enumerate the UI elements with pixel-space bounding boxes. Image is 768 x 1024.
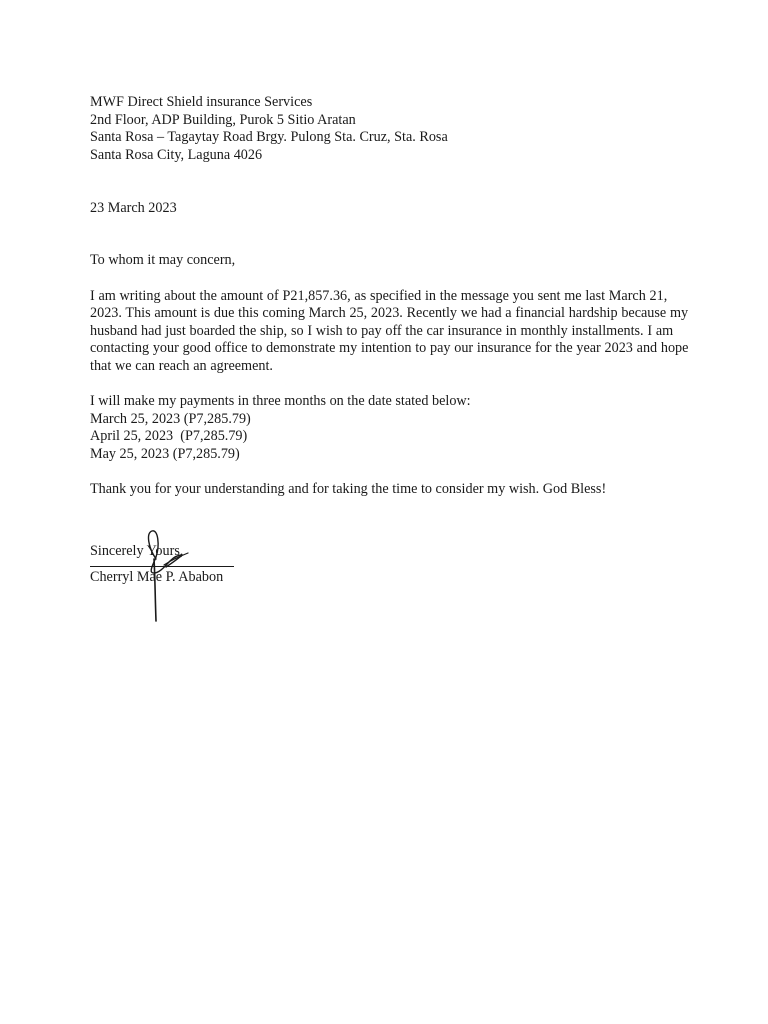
spacer xyxy=(90,376,690,394)
recipient-address xyxy=(90,94,690,164)
signature-block xyxy=(90,543,690,587)
payment-item: March 25, 2023 (P7,285.79) xyxy=(90,410,251,427)
signature-line xyxy=(90,566,234,567)
spacer xyxy=(90,463,690,481)
payment-item: April 25, 2023 (P7,285.79) xyxy=(90,428,248,445)
spacer xyxy=(90,499,690,543)
recipient-line-company: MWF Direct Shield insurance Services xyxy=(90,94,313,110)
signer-name: Cherryl Mae P. Ababon xyxy=(90,569,224,586)
recipient-line-city: Santa Rosa City, Laguna 4026 xyxy=(90,146,263,163)
spacer xyxy=(90,217,690,252)
spacer xyxy=(90,164,690,199)
recipient-line-building: 2nd Floor, ADP Building, Purok 5 Sitio Aratan xyxy=(90,111,356,128)
letter-date: 23 March 2023 xyxy=(90,199,177,216)
recipient-line-road: Santa Rosa – Tagaytay Road Brgy. Pulong Sta. Cruz, Sta. Rosa xyxy=(90,129,448,146)
body-paragraph: I am writing about the amount of P21,857.36, as specified in the message you sent me last March 21, 2023. This amount is due this coming March 25, 2023. Recently we had a financial hardship because my husband had just boarded the ship, so I wish to pay off the car insurance in monthly installments. I am contacting your good office to demonstrate my intention to pay our insurance for the year 2023 and hope that we can reach an agreement. xyxy=(90,287,689,374)
closing-paragraph: Thank you for your understanding and for taking the time to consider my wish. God Bless! xyxy=(90,481,607,498)
complimentary-close: Sincerely Yours, xyxy=(90,542,184,559)
spacer xyxy=(90,270,690,288)
letter-body xyxy=(90,94,690,587)
signature-stroke xyxy=(154,559,156,621)
salutation: To whom it may concern, xyxy=(90,252,236,269)
payment-schedule-intro: I will make my payments in three months on the date stated below: xyxy=(90,393,471,410)
payment-schedule-list xyxy=(90,411,690,464)
payment-item: May 25, 2023 (P7,285.79) xyxy=(90,445,240,462)
